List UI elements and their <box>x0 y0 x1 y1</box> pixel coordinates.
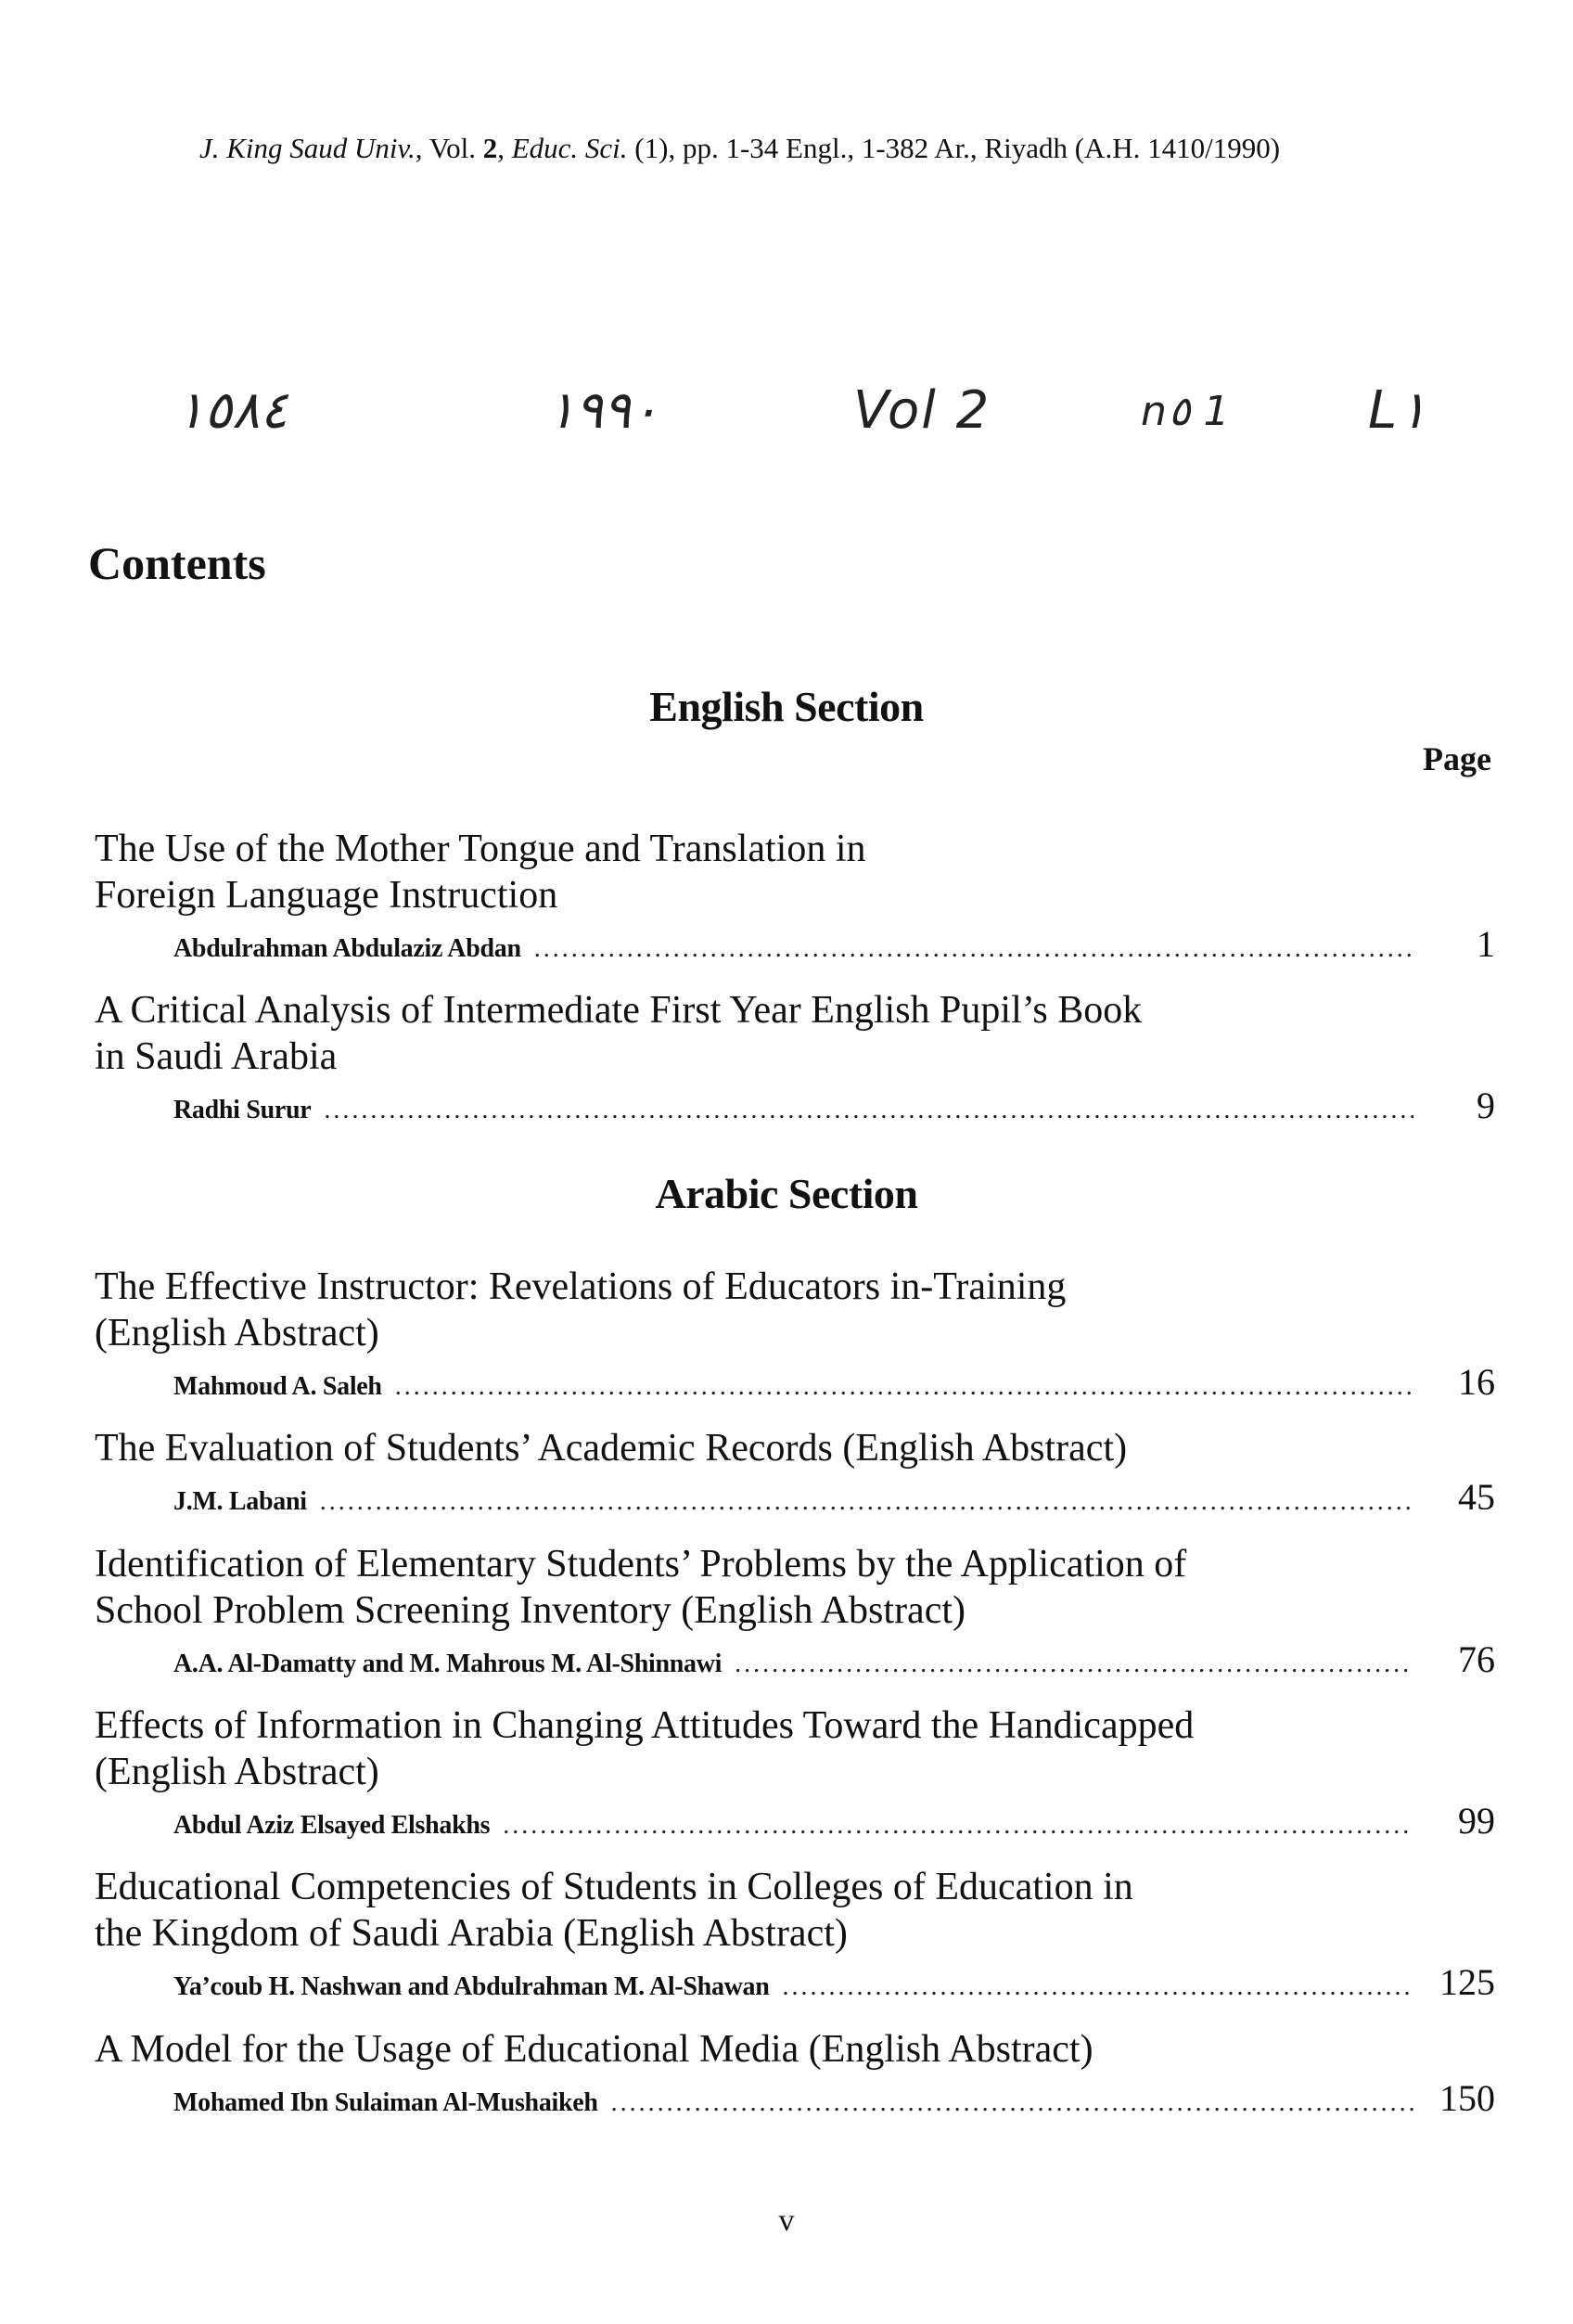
entry-author-line <box>95 1637 1495 1681</box>
toc-entry <box>95 1702 1495 1843</box>
english-section-heading: English Section <box>649 683 924 730</box>
dot-leader <box>395 1372 1413 1402</box>
entry-page: 125 <box>1439 1961 1495 2003</box>
entry-author-line <box>95 922 1495 966</box>
header-separator: , <box>497 132 512 164</box>
entry-page: 45 <box>1458 1476 1495 1518</box>
volume-prefix: , Vol. <box>415 132 483 164</box>
entry-page: 16 <box>1458 1361 1495 1403</box>
dot-leader <box>735 1650 1413 1679</box>
handwritten-note: ١٥٨٤ <box>176 380 288 441</box>
handwritten-note: L١ <box>1368 380 1427 441</box>
entry-page: 9 <box>1477 1085 1495 1126</box>
entry-author: Abdulrahman Abdulaziz Abdan <box>173 934 521 963</box>
entry-title: A Critical Analysis of Intermediate First Year English Pupil’s Book in Saudi Arabia <box>95 989 1143 1078</box>
entry-author: Mohamed Ibn Sulaiman Al-Mushaikeh <box>173 2088 598 2117</box>
journal-field: Educ. Sci. <box>511 132 628 164</box>
entry-author-line <box>95 1475 1495 1519</box>
entry-author: Ya’coub H. Nashwan and Abdulrahman M. Al-Shawan <box>173 1972 770 2001</box>
toc-entry <box>95 2026 1495 2120</box>
entry-title: Educational Competencies of Students in Colleges of Education in the Kingdom of Saudi Arabia (English Abstract) <box>95 1866 1133 1955</box>
page-number: v <box>778 2203 795 2238</box>
entry-author-line <box>95 1084 1495 1127</box>
entry-page: 76 <box>1458 1638 1495 1680</box>
journal-header <box>199 132 1498 165</box>
handwritten-annotations <box>0 380 1573 455</box>
entry-title: The Effective Instructor: Revelations of Educators in-Training (English Abstract) <box>95 1265 1067 1355</box>
toc-entry <box>95 1425 1495 1519</box>
page-column-label: Page <box>1423 740 1491 777</box>
dot-leader <box>783 1972 1413 2002</box>
entry-page: 1 <box>1477 923 1495 965</box>
toc-entry <box>95 1264 1495 1404</box>
entry-page: 99 <box>1458 1800 1495 1842</box>
toc-entry <box>95 987 1495 1127</box>
toc-entry <box>95 1541 1495 1681</box>
entry-author: Abdul Aziz Elsayed Elshakhs <box>173 1811 491 1840</box>
header-details: (1), pp. 1-34 Engl., 1-382 Ar., Riyadh (A.H. 1410/1990) <box>627 132 1281 164</box>
dot-leader <box>534 934 1413 964</box>
dot-leader <box>611 2088 1413 2118</box>
toc-entry <box>95 1864 1495 2004</box>
entry-title: Effects of Information in Changing Attitudes Toward the Handicapped (English Abstract) <box>95 1704 1195 1793</box>
journal-name: J. King Saud Univ. <box>199 132 416 164</box>
entry-author-line <box>95 1360 1495 1404</box>
handwritten-note: ١٩٩٠ <box>547 380 659 441</box>
entry-title: The Evaluation of Students’ Academic Records (English Abstract) <box>95 1427 1128 1470</box>
entry-author: A.A. Al-Damatty and M. Mahrous M. Al-Shinnawi <box>173 1650 723 1678</box>
entry-author-line <box>95 2076 1495 2120</box>
handwritten-note: Vol 2 <box>853 380 991 441</box>
entry-title: The Use of the Mother Tongue and Translation in Foreign Language Instruction <box>95 828 866 917</box>
entry-author: J.M. Labani <box>173 1487 307 1516</box>
entry-title: A Model for the Usage of Educational Media (English Abstract) <box>95 2028 1093 2071</box>
volume-number: 2 <box>482 132 498 164</box>
handwritten-note: n٥ 1 <box>1141 388 1230 435</box>
dot-leader <box>320 1487 1413 1517</box>
dot-leader <box>324 1096 1413 1125</box>
entry-author: Mahmoud A. Saleh <box>173 1372 382 1401</box>
arabic-section-heading: Arabic Section <box>655 1170 918 1217</box>
dot-leader <box>503 1811 1413 1841</box>
contents-heading: Contents <box>88 537 266 589</box>
entry-author-line <box>95 1799 1495 1843</box>
entry-title: Identification of Elementary Students’ Problems by the Application of School Problem Screening Inventory (English Abstract) <box>95 1543 1187 1632</box>
entry-author-line <box>95 1960 1495 2004</box>
entry-author: Radhi Surur <box>173 1096 312 1124</box>
toc-entry <box>95 826 1495 966</box>
entry-page: 150 <box>1439 2077 1495 2119</box>
